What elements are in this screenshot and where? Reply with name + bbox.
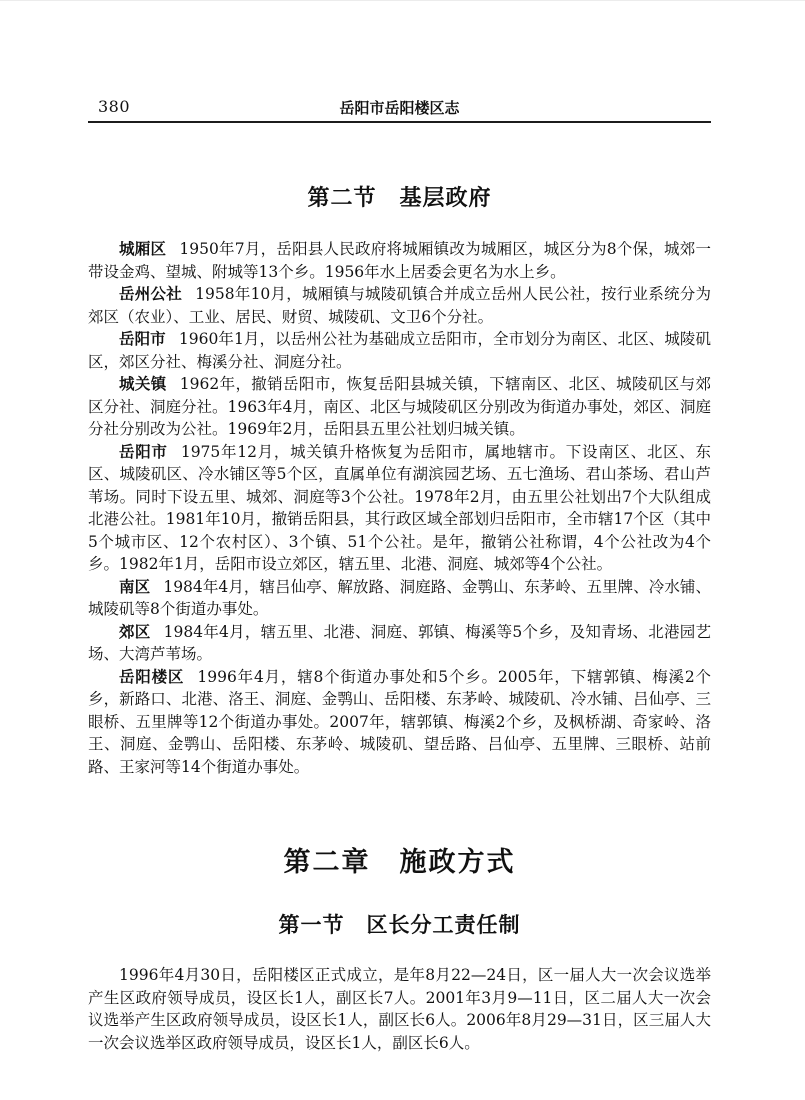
paragraph-lead: 岳州公社 — [119, 285, 182, 303]
paragraph-yueyang-city-1975 — [88, 441, 711, 576]
chapter-title-governance: 第二章 施政方式 — [283, 847, 516, 878]
paragraph-chengxiang-district — [88, 238, 711, 283]
paragraph-south-district — [88, 576, 711, 621]
page-content — [88, 1, 711, 1054]
section-mayor-responsibility-body — [88, 964, 711, 1054]
paragraph-lead: 城关镇 — [119, 375, 167, 393]
paragraph-lead: 岳阳市 — [119, 330, 166, 348]
paragraph-yueyang-city-1960 — [88, 328, 711, 373]
book-title: 岳阳市岳阳楼区志 — [339, 99, 460, 117]
paragraph-yueyanglou-district — [88, 666, 711, 779]
paragraph-text: 1996年4月，辖8个街道办事处和5个乡。2005年，下辖郭镇、梅溪2个乡，新路口、北港、洛王、洞庭、金鹗山、岳阳楼、东茅岭、城陵矶、冷水铺、吕仙亭、三眼桥、五里牌等12个街道办事处。2007年，辖郭镇、梅溪2个乡，及枫桥湖、奇家岭、洛王、洞庭、金鹗山、岳阳楼、东茅岭、城陵矶、望岳路、吕仙亭、五里牌、三眼桥、站前路、王家河等14个街道办事处。 — [88, 667, 711, 776]
paragraph-text: 1950年7月，岳阳县人民政府将城厢镇改为城厢区，城区分为8个保，城郊一带设金鸡、望城、附城等13个乡。1956年水上居委会更名为水上乡。 — [88, 240, 711, 281]
running-header — [88, 97, 711, 123]
paragraph-lead: 南区 — [119, 577, 151, 596]
paragraph-text: 1984年4月，辖吕仙亭、解放路、洞庭路、金鹗山、东茅岭、五里牌、冷水铺、城陵矶等8个街道办事处。 — [88, 577, 711, 618]
paragraph-lead: 郊区 — [119, 622, 151, 641]
paragraph-yuezhou-commune — [88, 283, 711, 328]
paragraph-suburb-district — [88, 621, 711, 666]
paragraph-text: 1962年，撤销岳阳市，恢复岳阳县城关镇，下辖南区、北区、城陵矶区与郊区分社、洞庭分社。1963年4月，南区、北区与城陵矶区分别改为街道办事处，郊区、洞庭分社分别改为公社。1969年2月，岳阳县五里公社划归城关镇。 — [88, 375, 711, 438]
paragraph-text: 1975年12月，城关镇升格恢复为岳阳市，属地辖市。下设南区、北区、东区、城陵矶区、冷水铺区等5个区，直属单位有湖滨园艺场、五七渔场、君山茶场、君山芦苇场。同时下设五里、城郊、洞庭等3个公社。1978年2月，由五里公社划出7个大队组成北港公社。1981年10月，撤销岳阳县，其行政区域全部划归岳阳市，全市辖17个区（其中5个城市区、12个农村区）、3个镇、51个公社。是年，撤销公社称谓，4个公社改为4个乡。1982年1月，岳阳市设立郊区，辖五里、北港、洞庭、城郊等4个公社。 — [88, 442, 711, 573]
paragraph-text: 1960年1月，以岳州公社为基础成立岳阳市，全市划分为南区、北区、城陵矶区，郊区分社、梅溪分社、洞庭分社。 — [88, 330, 711, 371]
paragraph-lead: 岳阳楼区 — [119, 667, 185, 686]
paragraph-text: 1996年4月30日，岳阳楼区正式成立，是年8月22—24日，区一届人大一次会议选举产生区政府领导成员，设区长1人，副区长7人。2001年3月9—11日，区二届人大一次会议选举产生区政府领导成员，设区长1人，副区长6人。2006年8月29—31日，区三届人大一次会议选举区政府领导成员，设区长1人，副区长6人。 — [88, 966, 711, 1052]
section-basic-government-body — [88, 238, 711, 778]
paragraph-lead: 城厢区 — [119, 240, 167, 258]
paragraph-text: 1958年10月，城厢镇与城陵矶镇合并成立岳州人民公社，按行业系统分为郊区（农业）、工业、居民、财贸、城陵矶、文卫6个分社。 — [88, 285, 711, 326]
paragraph-lead: 岳阳市 — [119, 442, 168, 461]
section-title-mayor-responsibility: 第一节 区长分工责任制 — [278, 913, 521, 937]
paragraph-district-founding — [88, 964, 711, 1054]
page-number: 380 — [98, 97, 131, 116]
paragraph-text: 1984年4月，辖五里、北港、洞庭、郭镇、梅溪等5个乡，及知青场、北港园艺场、大湾芦苇场。 — [88, 622, 711, 663]
paragraph-chengguan-town — [88, 373, 711, 441]
section-title-basic-government: 第二节 基层政府 — [307, 186, 492, 211]
